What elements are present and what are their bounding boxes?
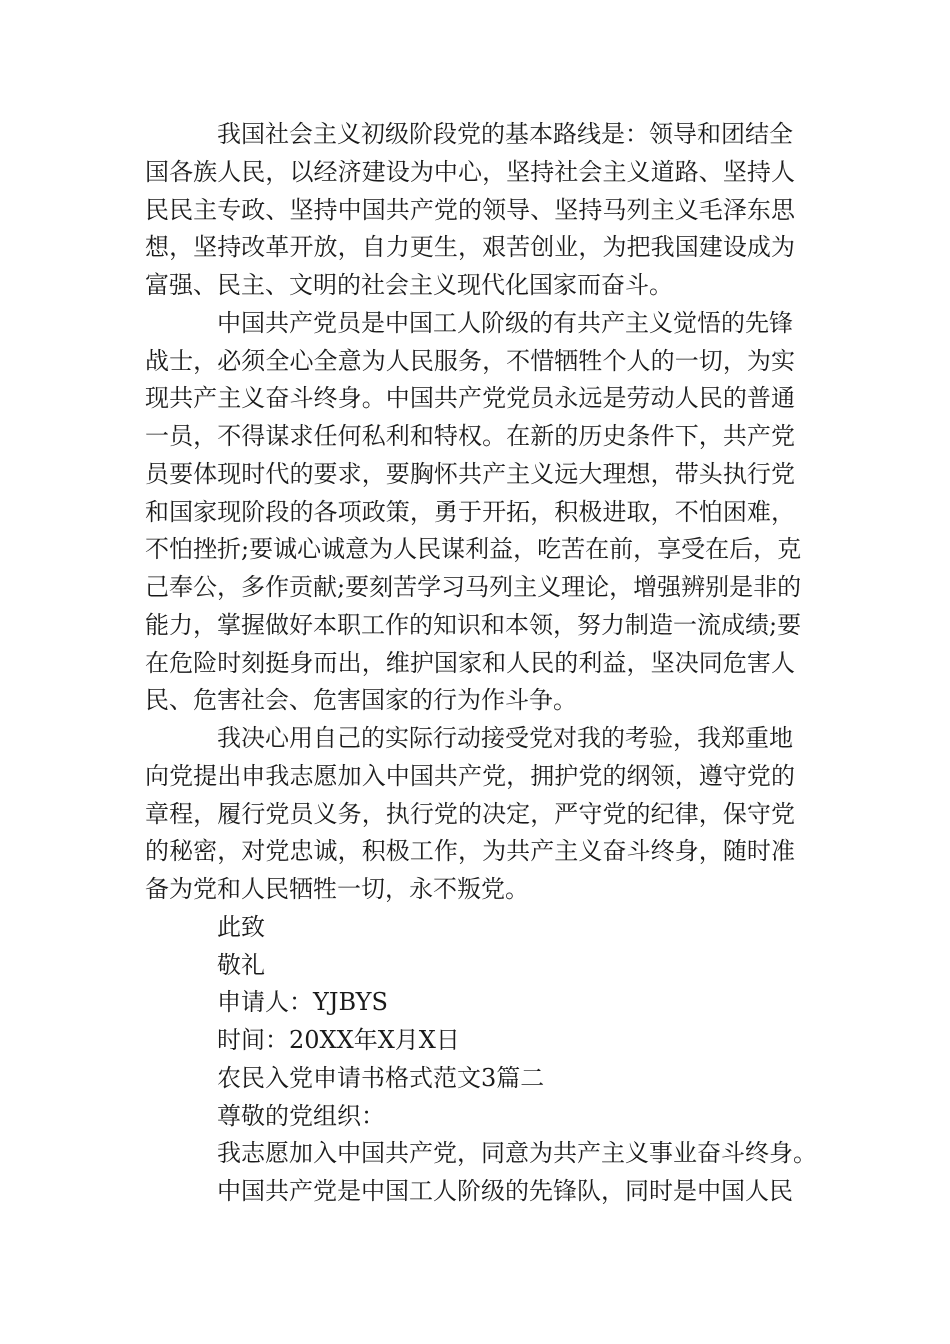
text-line: 战士，必须全心全意为人民服务，不惜牺牲个人的一切，为实 (145, 346, 795, 375)
text-line: 章程，履行党员义务，执行党的决定，严守党的纪律，保守党 (145, 799, 795, 828)
section-title: 农民入党申请书格式范文3篇二 (217, 1063, 545, 1092)
text-line: 中国共产党员是中国工人阶级的有共产主义觉悟的先锋 (217, 308, 793, 337)
document-body (145, 116, 817, 1211)
text-line: 国各族人民，以经济建设为中心，坚持社会主义道路、坚持人 (145, 157, 795, 186)
text-line: 富强、民主、文明的社会主义现代化国家而奋斗。 (145, 271, 673, 299)
text-line: 现共产主义奋斗终身。中国共产党党员永远是劳动人民的普通 (145, 384, 795, 413)
applicant-line: 申请人：YJBYS (217, 988, 388, 1017)
date-line: 时间：20XX年X月X日 (217, 1026, 460, 1054)
closing-regards: 敬礼 (217, 950, 265, 979)
text-line: 我志愿加入中国共产党，同意为共产主义事业奋斗终身。 (217, 1139, 817, 1168)
text-line: 一员，不得谋求任何私利和特权。在新的历史条件下，共产党 (145, 422, 795, 450)
text-line: 不怕挫折;要诚心诚意为人民谋利益，吃苦在前，享受在后，克 (145, 535, 802, 564)
text-line: 员要体现时代的要求，要胸怀共产主义远大理想，带头执行党 (145, 459, 795, 488)
text-line: 向党提出申我志愿加入中国共产党，拥护党的纲领，遵守党的 (145, 761, 795, 790)
text-line: 能力，掌握做好本职工作的知识和本领，努力制造一流成绩;要 (145, 610, 802, 639)
text-line: 和国家现阶段的各项政策，勇于开拓，积极进取，不怕困难， (145, 497, 795, 526)
text-line: 在危险时刻挺身而出，维护国家和人民的利益，坚决同危害人 (145, 648, 795, 677)
text-line: 想，坚持改革开放，自力更生，艰苦创业，为把我国建设成为 (145, 233, 795, 262)
closing-salutation: 此致 (217, 912, 265, 941)
text-line: 我国社会主义初级阶段党的基本路线是：领导和团结全 (217, 120, 793, 148)
text-line: 我决心用自己的实际行动接受党对我的考验，我郑重地 (217, 724, 793, 752)
text-line: 中国共产党是中国工人阶级的先锋队，同时是中国人民 (217, 1177, 793, 1205)
greeting-line: 尊敬的党组织： (217, 1101, 385, 1130)
text-line: 己奉公，多作贡献;要刻苦学习马列主义理论，增强辨别是非的 (145, 573, 802, 601)
text-line: 民、危害社会、危害国家的行为作斗争。 (145, 686, 577, 715)
text-line: 备为党和人民牺牲一切，永不叛党。 (145, 875, 529, 903)
text-line: 的秘密，对党忠诚，积极工作，为共产主义奋斗终身，随时准 (145, 837, 795, 866)
text-line: 民民主专政、坚持中国共产党的领导、坚持马列主义毛泽东思 (145, 195, 795, 224)
